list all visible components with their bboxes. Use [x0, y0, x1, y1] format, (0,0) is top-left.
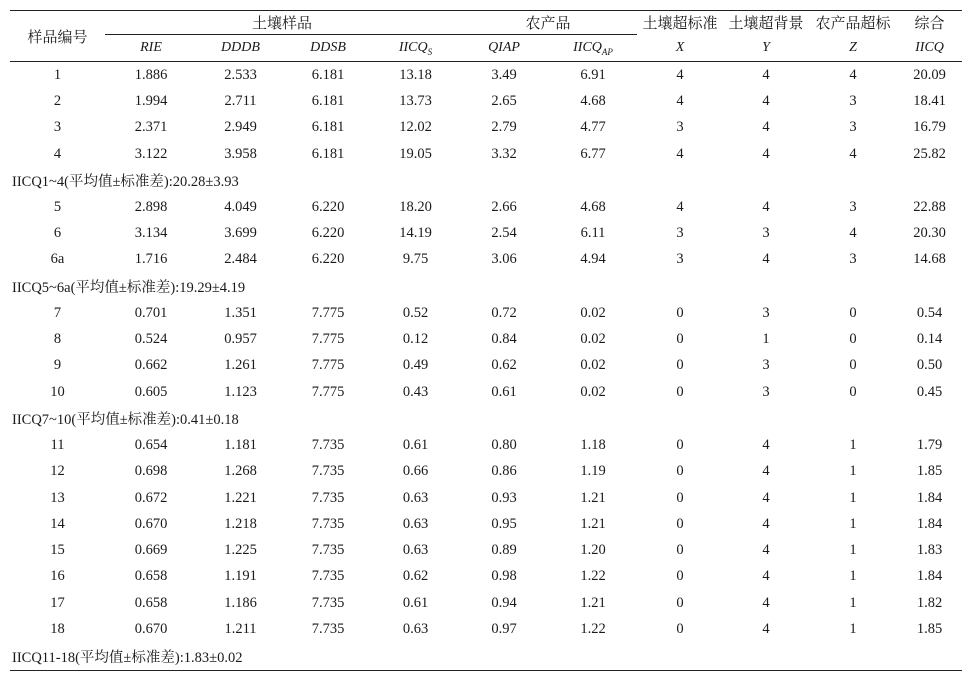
cell-y: 3	[762, 383, 770, 400]
cell-rie: 0.698	[134, 463, 168, 480]
cell-qiap: 2.65	[491, 92, 517, 109]
cell-iicqs: 0.62	[402, 568, 429, 585]
cell-rie: 0.670	[134, 515, 168, 532]
cell-iicq: 1.83	[916, 542, 943, 559]
cell-dddb: 2.949	[224, 119, 257, 136]
cell-ddsb: 7.735	[311, 620, 345, 637]
cell-iicqap: 1.21	[580, 515, 606, 532]
cell-x: 0	[676, 304, 684, 321]
cell-dddb: 1.191	[224, 568, 257, 585]
table-row	[10, 432, 962, 458]
cell-rie: 3.134	[134, 225, 168, 242]
cell-x: 0	[676, 568, 684, 585]
cell-x: 4	[676, 145, 684, 162]
table-row	[10, 564, 962, 590]
iicqs-subscript: S	[427, 46, 433, 57]
cell-ddsb: 7.735	[311, 568, 345, 585]
cell-id: 3	[53, 119, 62, 136]
cell-iicqap: 1.18	[580, 436, 606, 453]
cell-iicq: 1.85	[916, 620, 943, 637]
table-row	[10, 459, 962, 485]
cell-ddsb: 7.735	[311, 594, 345, 611]
table-row	[10, 326, 962, 352]
cell-id: 8	[53, 331, 62, 348]
cell-y: 3	[762, 304, 770, 321]
col-combined-header: 综合	[914, 16, 945, 33]
cell-iicqap: 6.77	[580, 145, 606, 162]
cell-dddb: 2.484	[224, 251, 257, 268]
table-row	[10, 141, 962, 167]
cell-id: 1	[53, 66, 62, 83]
cell-x: 0	[676, 489, 684, 506]
cell-z: 4	[849, 145, 857, 162]
cell-y: 4	[762, 515, 770, 532]
cell-iicqap: 0.02	[580, 304, 606, 321]
cell-z: 3	[849, 92, 857, 109]
cell-dddb: 1.123	[224, 383, 257, 400]
col-z-header: Z	[849, 39, 857, 55]
cell-dddb: 1.221	[224, 489, 257, 506]
col-produce-exceed-header: 农产品超标	[815, 16, 891, 33]
table-row	[10, 590, 962, 616]
cell-rie: 0.670	[134, 620, 168, 637]
cell-iicqs: 0.12	[402, 331, 429, 348]
cell-dddb: 2.533	[224, 66, 257, 83]
cell-ddsb: 7.775	[311, 357, 345, 374]
cell-z: 1	[849, 542, 857, 559]
group-summary-row	[10, 643, 962, 671]
cell-iicq: 1.79	[916, 436, 943, 453]
cell-iicqap: 1.19	[580, 463, 606, 480]
cell-iicqs: 13.73	[399, 92, 432, 109]
cell-iicqap: 6.11	[580, 225, 606, 242]
cell-id: 13	[50, 489, 65, 506]
cell-dddb: 1.261	[224, 357, 257, 374]
table-header	[10, 11, 962, 62]
cell-id: 6	[53, 225, 62, 242]
cell-dddb: 1.218	[224, 515, 257, 532]
cell-iicqs: 0.63	[402, 515, 429, 532]
cell-ddsb: 6.181	[311, 66, 345, 83]
cell-dddb: 1.181	[224, 436, 257, 453]
cell-iicq: 0.54	[916, 304, 943, 321]
cell-qiap: 0.84	[491, 331, 517, 348]
cell-z: 3	[849, 119, 857, 136]
cell-z: 1	[849, 463, 857, 480]
cell-x: 3	[676, 251, 684, 268]
cell-iicq: 0.50	[916, 357, 943, 374]
cell-x: 4	[676, 198, 684, 215]
iicqap-subscript: AP	[601, 46, 613, 57]
col-soil-background-header: 土壤超背景	[728, 16, 804, 33]
cell-y: 3	[762, 357, 770, 374]
cell-id: 5	[53, 198, 62, 215]
iicqs-main-text: IICQ	[398, 39, 428, 55]
cell-z: 1	[849, 568, 857, 585]
cell-qiap: 3.49	[491, 66, 517, 83]
cell-id: 11	[50, 436, 65, 453]
cell-iicqs: 0.63	[402, 489, 429, 506]
group-summary-text: IICQ5~6a(平均值±标准差):19.29±4.19	[12, 280, 246, 297]
cell-z: 1	[849, 436, 857, 453]
cell-qiap: 0.61	[491, 383, 517, 400]
col-group-soil-header: 土壤样品	[105, 11, 459, 35]
cell-id: 18	[50, 620, 65, 637]
table-row	[10, 379, 962, 405]
cell-z: 0	[849, 331, 857, 348]
col-iicq-header: IICQ	[915, 39, 944, 55]
cell-x: 0	[676, 594, 684, 611]
cell-rie: 0.669	[134, 542, 168, 559]
cell-z: 1	[849, 620, 857, 637]
group-summary-text: IICQ11-18(平均值±标准差):1.83±0.02	[12, 649, 243, 666]
cell-iicqs: 0.61	[402, 436, 429, 453]
cell-ddsb: 7.735	[311, 542, 345, 559]
table-row	[10, 194, 962, 220]
cell-iicqap: 1.22	[580, 568, 606, 585]
cell-ddsb: 7.735	[311, 436, 345, 453]
cell-z: 4	[849, 225, 857, 242]
cell-iicqs: 13.18	[399, 66, 432, 83]
cell-z: 1	[849, 594, 857, 611]
cell-id: 16	[50, 568, 65, 585]
group-summary-row	[10, 167, 962, 194]
cell-rie: 2.371	[134, 119, 168, 136]
cell-iicqap: 0.02	[580, 383, 606, 400]
cell-qiap: 0.86	[491, 463, 517, 480]
cell-x: 4	[676, 92, 684, 109]
cell-iicqap: 6.91	[580, 66, 606, 83]
cell-iicq: 18.41	[913, 92, 946, 109]
cell-qiap: 3.32	[491, 145, 517, 162]
cell-x: 0	[676, 357, 684, 374]
cell-qiap: 2.54	[491, 225, 517, 242]
cell-x: 0	[676, 515, 684, 532]
iicqap-main-text: IICQ	[573, 39, 602, 55]
cell-x: 0	[676, 542, 684, 559]
cell-rie: 0.662	[134, 357, 168, 374]
cell-y: 4	[762, 568, 770, 585]
cell-id: 9	[53, 357, 62, 374]
cell-ddsb: 6.220	[311, 225, 345, 242]
cell-x: 0	[676, 620, 684, 637]
iicq-data-table	[10, 10, 962, 671]
cell-x: 0	[676, 436, 684, 453]
table-row	[10, 616, 962, 642]
cell-y: 4	[762, 119, 770, 136]
cell-x: 4	[676, 66, 684, 83]
cell-ddsb: 6.181	[311, 145, 345, 162]
cell-rie: 2.898	[134, 198, 168, 215]
cell-rie: 0.654	[134, 436, 168, 453]
cell-iicq: 1.84	[916, 568, 943, 585]
cell-dddb: 1.351	[224, 304, 257, 321]
cell-dddb: 3.958	[224, 145, 257, 162]
cell-iicq: 1.82	[916, 594, 943, 611]
col-dddb-header: DDDB	[221, 40, 260, 55]
cell-x: 0	[676, 331, 684, 348]
cell-id: 2	[53, 92, 62, 109]
cell-rie: 1.716	[134, 251, 168, 268]
cell-iicq: 20.09	[913, 66, 946, 83]
cell-z: 1	[849, 515, 857, 532]
cell-iicq: 25.82	[913, 145, 946, 162]
cell-iicqs: 14.19	[399, 225, 432, 242]
cell-y: 4	[762, 198, 770, 215]
cell-iicqs: 0.52	[402, 304, 429, 321]
cell-iicqap: 4.68	[580, 198, 606, 215]
cell-rie: 1.886	[134, 66, 168, 83]
cell-iicqs: 0.66	[402, 463, 429, 480]
cell-dddb: 1.186	[224, 594, 257, 611]
cell-rie: 3.122	[134, 145, 168, 162]
cell-id: 4	[53, 145, 62, 162]
cell-z: 0	[849, 357, 857, 374]
cell-id: 12	[50, 463, 65, 480]
table-body	[10, 62, 962, 671]
table-row	[10, 300, 962, 326]
cell-dddb: 2.711	[224, 92, 257, 109]
cell-iicqs: 0.43	[402, 383, 429, 400]
cell-iicqs: 0.63	[402, 542, 429, 559]
cell-iicq: 1.84	[916, 515, 943, 532]
cell-rie: 0.524	[134, 331, 168, 348]
cell-qiap: 0.93	[491, 489, 517, 506]
cell-iicq: 1.85	[916, 463, 943, 480]
col-iicqs-header	[372, 35, 459, 62]
cell-iicqap: 0.02	[580, 331, 606, 348]
cell-iicqs: 0.49	[402, 357, 429, 374]
col-soil-exceed-header: 土壤超标准	[642, 16, 718, 33]
cell-dddb: 3.699	[224, 225, 257, 242]
cell-id: 14	[50, 515, 65, 532]
col-x-header: X	[675, 39, 685, 55]
cell-id: 17	[50, 594, 65, 611]
col-y-header: Y	[762, 39, 770, 55]
cell-dddb: 1.268	[224, 463, 257, 480]
cell-y: 4	[762, 92, 770, 109]
cell-y: 4	[762, 489, 770, 506]
cell-qiap: 3.06	[491, 251, 517, 268]
cell-z: 4	[849, 66, 857, 83]
cell-iicqs: 9.75	[402, 251, 429, 268]
cell-dddb: 4.049	[224, 198, 257, 215]
cell-dddb: 1.211	[224, 620, 257, 637]
cell-iicqap: 4.94	[580, 251, 606, 268]
cell-iicqs: 12.02	[399, 119, 432, 136]
cell-iicq: 14.68	[913, 251, 946, 268]
group-summary-row	[10, 273, 962, 300]
cell-iicqap: 1.21	[580, 489, 606, 506]
cell-iicq: 0.45	[916, 383, 943, 400]
cell-qiap: 2.79	[491, 119, 517, 136]
cell-iicqs: 0.63	[402, 620, 429, 637]
cell-z: 0	[849, 304, 857, 321]
cell-rie: 0.658	[134, 594, 168, 611]
group-summary-text: IICQ1~4(平均值±标准差):20.28±3.93	[12, 174, 239, 191]
col-qiap-header: QIAP	[488, 40, 520, 55]
cell-ddsb: 7.735	[311, 515, 345, 532]
header-group-row	[10, 11, 962, 35]
cell-y: 4	[762, 620, 770, 637]
cell-y: 4	[762, 463, 770, 480]
col-sample-id-header: 样品编号	[27, 29, 88, 46]
cell-rie: 0.658	[134, 568, 168, 585]
cell-z: 1	[849, 489, 857, 506]
cell-y: 4	[762, 251, 770, 268]
cell-rie: 0.672	[134, 489, 168, 506]
cell-iicq: 0.14	[916, 331, 943, 348]
cell-iicqap: 1.20	[580, 542, 606, 559]
cell-qiap: 0.95	[491, 515, 517, 532]
cell-iicq: 20.30	[913, 225, 946, 242]
table-row	[10, 353, 962, 379]
table-row	[10, 247, 962, 273]
cell-iicqap: 1.22	[580, 620, 606, 637]
cell-rie: 1.994	[134, 92, 168, 109]
cell-qiap: 0.98	[491, 568, 517, 585]
cell-x: 3	[676, 225, 684, 242]
cell-iicq: 16.79	[913, 119, 946, 136]
cell-qiap: 0.80	[491, 436, 517, 453]
cell-rie: 0.701	[134, 304, 168, 321]
cell-qiap: 0.89	[491, 542, 517, 559]
cell-x: 3	[676, 119, 684, 136]
cell-ddsb: 7.735	[311, 489, 345, 506]
cell-qiap: 2.66	[491, 198, 517, 215]
cell-qiap: 0.62	[491, 357, 517, 374]
cell-z: 3	[849, 198, 857, 215]
cell-id: 7	[53, 304, 62, 321]
cell-id: 10	[50, 383, 65, 400]
cell-y: 3	[762, 225, 770, 242]
col-ddsb-header: DDSB	[310, 40, 346, 55]
cell-rie: 0.605	[134, 383, 168, 400]
cell-z: 0	[849, 383, 857, 400]
cell-ddsb: 6.220	[311, 198, 345, 215]
table-row	[10, 485, 962, 511]
col-iicqap-header	[549, 35, 637, 62]
cell-iicqap: 0.02	[580, 357, 606, 374]
cell-x: 0	[676, 383, 684, 400]
cell-ddsb: 6.220	[311, 251, 345, 268]
cell-iicq: 1.84	[916, 489, 943, 506]
cell-id: 6a	[50, 251, 65, 268]
table-row	[10, 115, 962, 141]
col-group-produce-header: 农产品	[459, 11, 637, 35]
table-row	[10, 537, 962, 563]
cell-ddsb: 7.775	[311, 383, 345, 400]
cell-iicqs: 0.61	[402, 594, 429, 611]
cell-dddb: 0.957	[224, 331, 257, 348]
cell-y: 4	[762, 542, 770, 559]
table-row	[10, 220, 962, 246]
cell-iicqap: 4.77	[580, 119, 606, 136]
table-row	[10, 62, 962, 89]
cell-y: 1	[762, 331, 770, 348]
cell-dddb: 1.225	[224, 542, 257, 559]
cell-y: 4	[762, 145, 770, 162]
header-sub-row	[10, 35, 962, 62]
col-rie-header: RIE	[140, 40, 162, 55]
cell-qiap: 0.72	[491, 304, 517, 321]
cell-iicq: 22.88	[913, 198, 946, 215]
table-row	[10, 88, 962, 114]
cell-id: 15	[50, 542, 65, 559]
cell-ddsb: 6.181	[311, 92, 345, 109]
cell-ddsb: 6.181	[311, 119, 345, 136]
cell-qiap: 0.97	[491, 620, 517, 637]
cell-ddsb: 7.775	[311, 304, 345, 321]
cell-z: 3	[849, 251, 857, 268]
cell-qiap: 0.94	[491, 594, 517, 611]
cell-ddsb: 7.775	[311, 331, 345, 348]
group-summary-row	[10, 405, 962, 432]
cell-iicqap: 4.68	[580, 92, 606, 109]
group-summary-text: IICQ7~10(平均值±标准差):0.41±0.18	[12, 412, 239, 429]
cell-iicqs: 19.05	[399, 145, 432, 162]
cell-y: 4	[762, 436, 770, 453]
cell-ddsb: 7.735	[311, 463, 345, 480]
iicq-data-table-container	[10, 10, 962, 671]
cell-x: 0	[676, 463, 684, 480]
cell-y: 4	[762, 66, 770, 83]
table-row	[10, 511, 962, 537]
cell-iicqs: 18.20	[399, 198, 432, 215]
cell-iicqap: 1.21	[580, 594, 606, 611]
cell-y: 4	[762, 594, 770, 611]
